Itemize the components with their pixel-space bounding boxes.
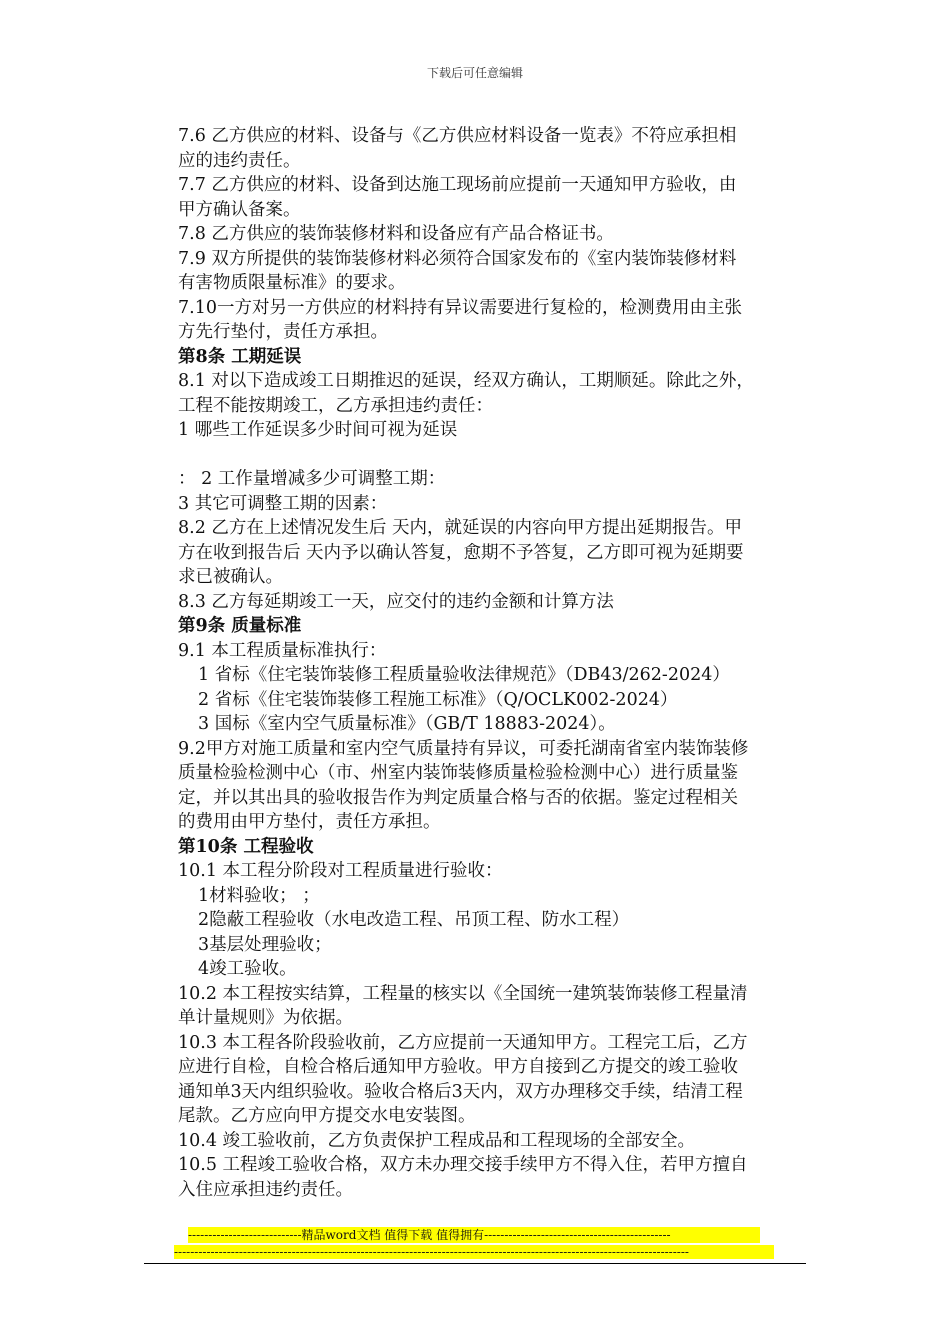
- text-line: 应的违约责任。: [178, 150, 301, 171]
- text-line: 1 哪些工作延误多少时间可视为延误: [178, 420, 458, 440]
- text-line: 3基层处理验收；: [198, 934, 332, 955]
- text-line: 1材料验收； ；: [198, 885, 320, 906]
- text-line: 2隐蔽工程验收（水电改造工程、吊顶工程、防水工程）: [198, 910, 630, 930]
- text-line: 9.2甲方对施工质量和室内空气质量持有异议，可委托湖南省室内装饰装修: [178, 738, 749, 759]
- text-line: 8.3 乙方每延期竣工一天，应交付的违约金额和计算方法: [178, 591, 614, 612]
- footer-banner-text: ----------------------------精品word文档 值得下载 值得拥有----------------------------------------------: [188, 1227, 760, 1243]
- text-line: 方先行垫付，责任方承担。: [178, 322, 388, 342]
- footer-divider: [144, 1263, 806, 1264]
- text-line: 2 省标《住宅装饰装修工程施工标准》（Q/OCLK002-2024）: [198, 689, 678, 710]
- text-line: 7.6 乙方供应的材料、设备与《乙方供应材料设备一览表》不符应承担相: [178, 126, 737, 146]
- text-line: 甲方确认备案。: [178, 199, 301, 220]
- text-line: 8.2 乙方在上述情况发生后 天内，就延误的内容向甲方提出延期报告。甲: [178, 518, 742, 538]
- text-line: 7.8 乙方供应的装饰装修材料和设备应有产品合格证书。: [178, 224, 614, 244]
- text-line: 9.1 本工程质量标准执行：: [178, 640, 387, 661]
- footer-banner-dashes: -------------------------------------------------------------------------------------------------------------------------------: [174, 1245, 774, 1259]
- text-line: 10.2 本工程按实结算，工程量的核实以《全国统一建筑装饰装修工程量清: [178, 983, 748, 1004]
- text-line: 10.1 本工程分阶段对工程质量进行验收：: [178, 861, 503, 881]
- section-heading: 第8条 工期延误: [178, 346, 302, 367]
- text-line: ： 2 工作量增减多少可调整工期：: [178, 469, 446, 489]
- text-line: 工程不能按期竣工，乙方承担违约责任：: [178, 395, 493, 416]
- text-line: 求已被确认。: [178, 567, 283, 587]
- text-line: 尾款。乙方应向甲方提交水电安装图。: [178, 1106, 476, 1126]
- text-line: 7.10一方对另一方供应的材料持有异议需要进行复检的，检测费用由主张: [178, 297, 742, 318]
- text-line: 3 国标《室内空气质量标准》（GB/T 18883-2024）。: [198, 714, 616, 734]
- text-line: 7.9 双方所提供的装饰装修材料必须符合国家发布的《室内装饰装修材料: [178, 248, 737, 269]
- text-line: 3 其它可调整工期的因素：: [178, 493, 388, 514]
- text-line: 质量检验检测中心（市、州室内装饰装修质量检验检测中心）进行质量鉴: [178, 763, 738, 783]
- section-heading: 第9条 质量标准: [178, 616, 302, 636]
- text-line: 的费用由甲方垫付，责任方承担。: [178, 812, 441, 832]
- page-header: 下载后可任意编辑: [426, 66, 523, 80]
- blank-line: [178, 443, 818, 468]
- text-line: 1 省标《住宅装饰装修工程质量验收法律规范》（DB43/262-2024）: [198, 665, 730, 685]
- text-line: 有害物质限量标准》的要求。: [178, 273, 406, 293]
- text-line: 入住应承担违约责任。: [178, 1179, 353, 1200]
- text-line: 方在收到报告后 天内予以确认答复，愈期不予答复，乙方即可视为延期要: [178, 542, 744, 563]
- text-line: 10.4 竣工验收前，乙方负责保护工程成品和工程现场的全部安全。: [178, 1130, 696, 1151]
- text-line: 7.7 乙方供应的材料、设备到达施工现场前应提前一天通知甲方验收，由: [178, 175, 737, 195]
- text-line: 10.3 本工程各阶段验收前，乙方应提前一天通知甲方。工程完工后，乙方: [178, 1032, 748, 1053]
- text-line: 4竣工验收。: [198, 959, 297, 979]
- section-heading: 第10条 工程验收: [178, 836, 314, 857]
- text-line: 通知单3天内组织验收。验收合格后3天内，双方办理移交手续，结清工程: [178, 1081, 743, 1102]
- text-line: 单计量规则》为依据。: [178, 1008, 353, 1028]
- text-line: 8.1 对以下造成竣工日期推迟的延误，经双方确认，工期顺延。除此之外，: [178, 371, 754, 391]
- text-line: 10.5 工程竣工验收合格，双方未办理交接手续甲方不得入住，若甲方擅自: [178, 1155, 748, 1175]
- document-body: [178, 124, 818, 1202]
- text-line: 定，并以其出具的验收报告作为判定质量合格与否的依据。鉴定过程相关: [178, 787, 738, 808]
- text-line: 应进行自检，自检合格后通知甲方验收。甲方自接到乙方提交的竣工验收: [178, 1057, 738, 1077]
